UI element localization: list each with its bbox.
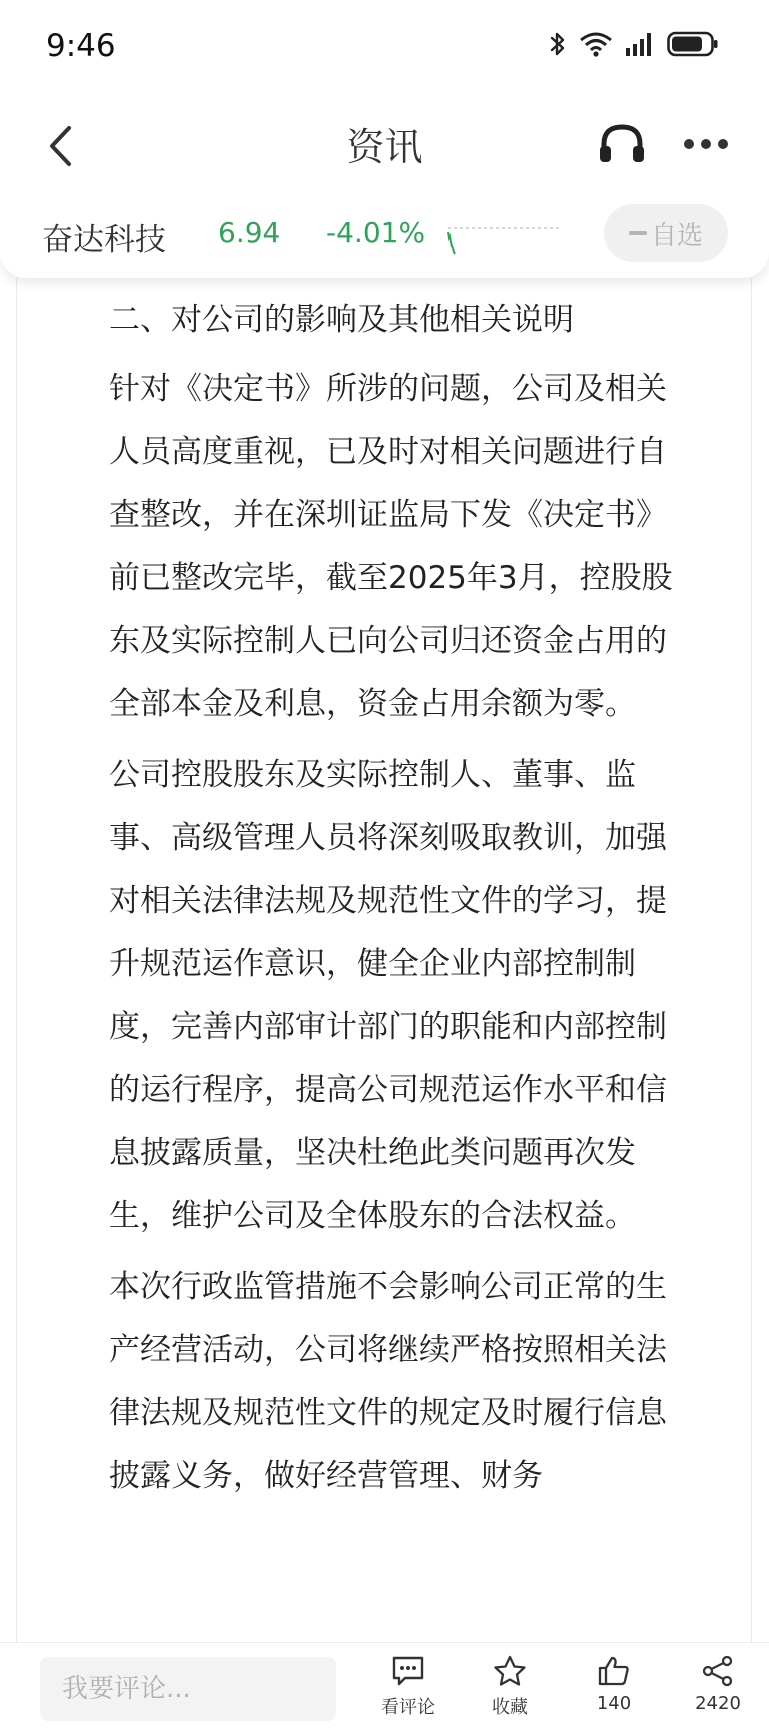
favorite-label: 收藏 (492, 1697, 528, 1718)
article-heading: 二、对公司的影响及其他相关说明 (109, 302, 574, 338)
stock-sparkline (446, 218, 562, 262)
status-icons (549, 30, 719, 58)
article-paragraph: 针对《决定书》所涉的问题，公司及相关人员高度重视，已及时对相关问题进行自查整改，并在深圳证监局下发《决定书》前已整改完毕，截至2025年3月，控股股东及实际控制人已向公司归还资金占用的全部本金及利息，资金占用余额为零。 (109, 371, 673, 722)
stock-change: -4.01% (326, 216, 426, 249)
more-button[interactable] (676, 114, 736, 174)
status-bar (0, 0, 769, 96)
view-comments-label: 看评论 (381, 1697, 435, 1718)
stock-name[interactable]: 奋达科技 (42, 222, 166, 258)
add-watchlist-button[interactable] (604, 204, 728, 262)
article-paragraph: 本次行政监管措施不会影响公司正常的生产经营活动，公司将继续严格按照相关法律法规及规范性文件的规定及时履行信息披露义务，做好经营管理、财务 (109, 1269, 667, 1494)
page-title: 资讯 (346, 125, 423, 169)
like-button[interactable] (574, 1655, 654, 1714)
bottom-action-bar (0, 1642, 769, 1734)
listen-button[interactable] (592, 114, 652, 174)
wifi-icon (579, 30, 613, 58)
view-comments-button[interactable] (368, 1655, 448, 1719)
thumbs-up-icon (597, 1655, 631, 1687)
article-container[interactable] (16, 278, 752, 1642)
more-dots-icon (683, 138, 729, 150)
favorite-button[interactable] (470, 1655, 550, 1719)
nav-bar (0, 96, 769, 196)
watch-label: 自选 (650, 220, 703, 251)
headphones-icon (598, 122, 646, 166)
stock-quote-bar[interactable] (0, 196, 769, 278)
star-icon (493, 1655, 527, 1687)
article-body (109, 300, 689, 1516)
stock-price: 6.94 (218, 216, 281, 249)
share-count: 2420 (695, 1693, 741, 1714)
battery-icon (667, 30, 719, 58)
status-time: 9:46 (46, 28, 116, 64)
signal-icon (625, 30, 655, 58)
bluetooth-icon (549, 30, 567, 58)
share-icon (701, 1655, 735, 1687)
comment-input[interactable]: 我要评论... (40, 1657, 336, 1721)
like-count: 140 (596, 1693, 632, 1714)
share-button[interactable] (678, 1655, 758, 1714)
comment-icon (391, 1655, 425, 1687)
minus-icon (629, 230, 647, 236)
article-paragraph: 公司控股股东及实际控制人、董事、监事、高级管理人员将深刻吸取教训，加强对相关法律法规及规范性文件的学习，提升规范运作意识，健全企业内部控制制度，完善内部审计部门的职能和内部控制的运行程序，提高公司规范运作水平和信息披露质量，坚决杜绝此类问题再次发生，维护公司及全体股东的合法权益。 (109, 757, 667, 1234)
